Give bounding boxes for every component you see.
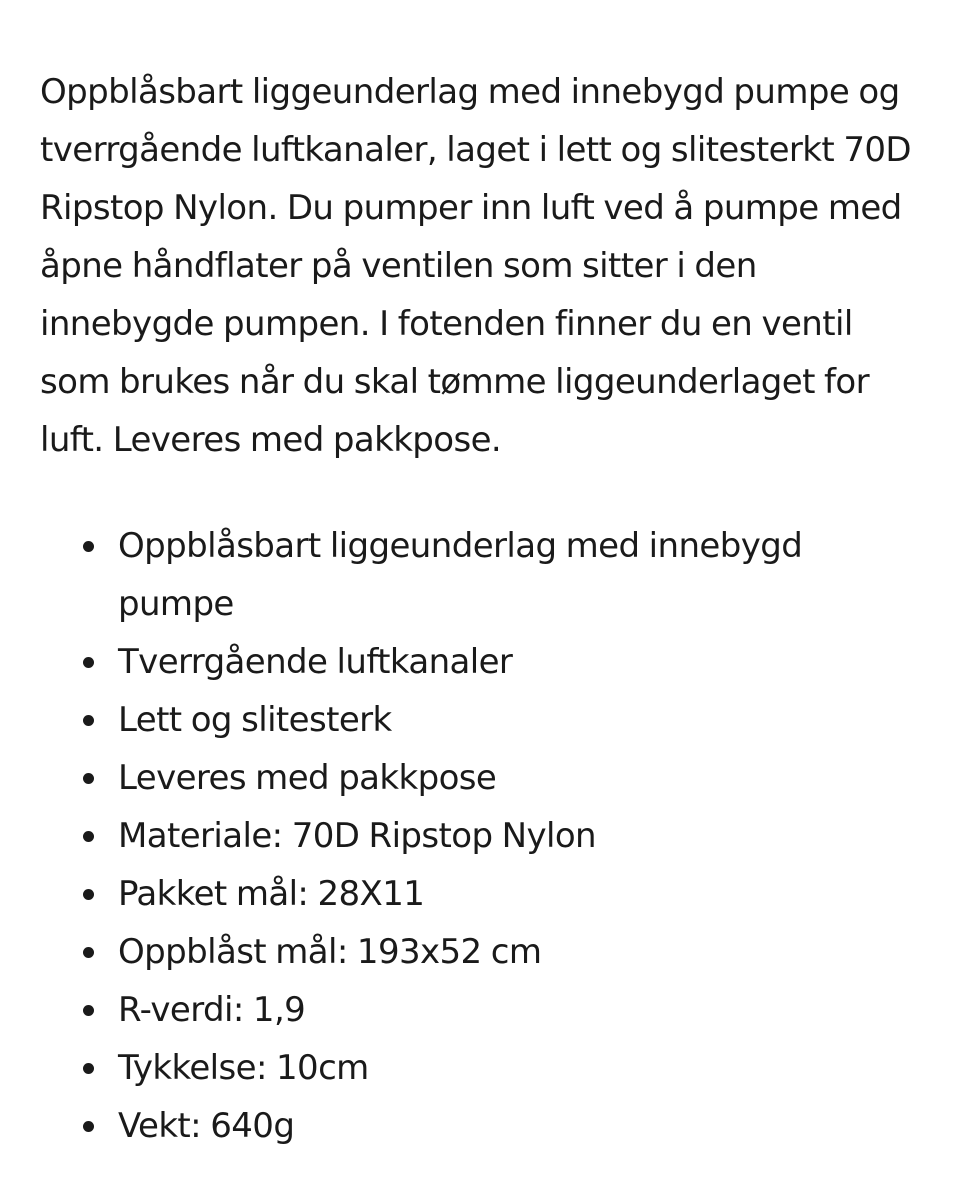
list-item [40,1039,930,1097]
bullet-icon [83,657,94,668]
bullet-icon [83,1063,94,1074]
list-item [40,923,930,981]
list-item [40,1097,930,1155]
feature-text: Leveres med pakkpose [118,758,497,798]
bullet-icon [83,947,94,958]
bullet-icon [83,1121,94,1132]
bullet-icon [83,541,94,552]
bullet-icon [83,889,94,900]
feature-list [40,517,930,1155]
list-item [40,517,930,633]
feature-text: Tverrgående luftkanaler [118,642,513,682]
list-item [40,865,930,923]
list-item [40,691,930,749]
feature-text: Materiale: 70D Ripstop Nylon [118,816,596,856]
bullet-icon [83,1005,94,1016]
feature-text: Tykkelse: 10cm [118,1048,369,1088]
feature-text: Pakket mål: 28X11 [118,874,425,914]
list-item [40,807,930,865]
bullet-icon [83,831,94,842]
feature-text: Vekt: 640g [118,1106,295,1146]
list-item [40,749,930,807]
feature-text: Oppblåsbart liggeunderlag med innebygd pumpe [118,526,803,624]
feature-text: R-verdi: 1,9 [118,990,306,1030]
list-item [40,633,930,691]
feature-text: Lett og slitesterk [118,700,392,740]
bullet-icon [83,773,94,784]
bullet-icon [83,715,94,726]
feature-text: Oppblåst mål: 193x52 cm [118,932,542,972]
product-description: Oppblåsbart liggeunderlag med innebygd pumpe og tverrgående luftkanaler, laget i lett og slitesterkt 70D Ripstop Nylon. Du pumper inn luft ved å pumpe med åpne håndflater på ventilen som sitter i den innebygde pumpen. I fotenden finner du en ventil som brukes når du skal tømme liggeunderlaget for luft. Leveres med pakkpose. [40,72,911,460]
list-item [40,981,930,1039]
